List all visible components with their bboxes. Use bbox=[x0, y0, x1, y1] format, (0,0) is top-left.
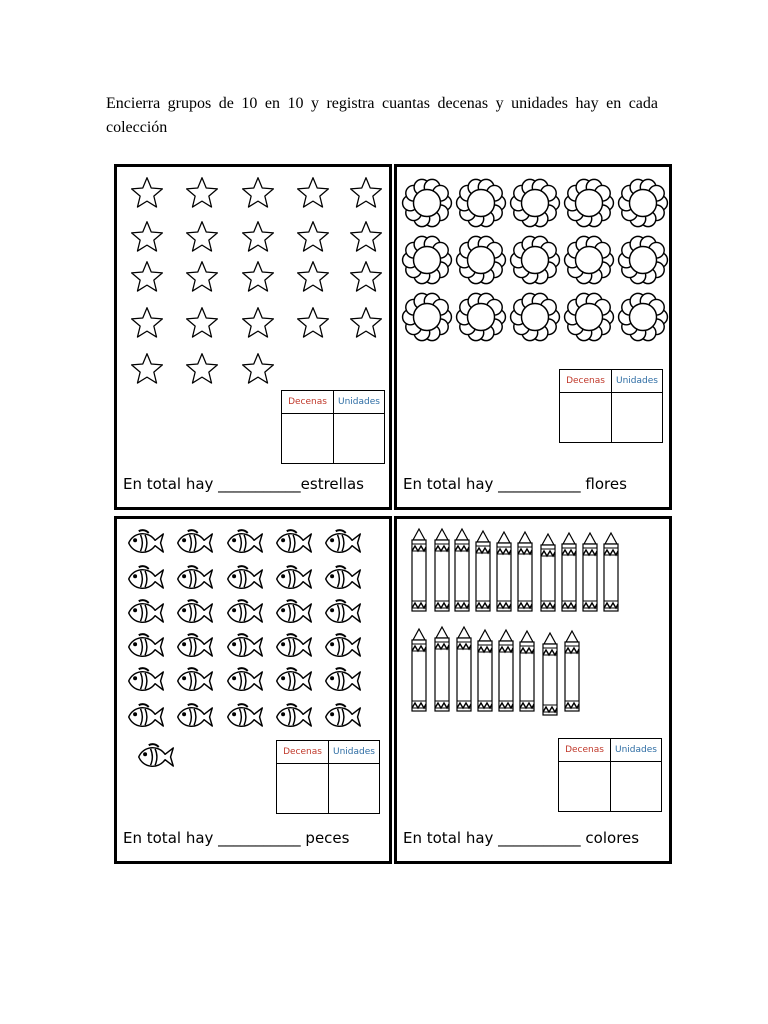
crayon-icon bbox=[410, 529, 428, 613]
fish-icon bbox=[126, 631, 166, 663]
fish-icon bbox=[175, 665, 215, 697]
fish-icon bbox=[126, 665, 166, 697]
decenas-header: Decenas bbox=[282, 391, 334, 414]
decenas-answer-box[interactable] bbox=[277, 764, 329, 813]
flower-icon bbox=[509, 177, 561, 229]
fish-icon bbox=[323, 665, 363, 697]
star-icon bbox=[240, 175, 276, 211]
panel-estrellas bbox=[114, 164, 392, 510]
unidades-answer-box[interactable] bbox=[334, 414, 384, 463]
flower-icon bbox=[401, 234, 453, 286]
flower-icon bbox=[563, 177, 615, 229]
crayon-icon bbox=[518, 631, 536, 713]
star-icon bbox=[184, 259, 220, 295]
unidades-header: Unidades bbox=[611, 739, 661, 762]
fish-icon bbox=[274, 631, 314, 663]
panel-peces bbox=[114, 516, 392, 864]
crayon-icon bbox=[539, 534, 557, 613]
fish-icon bbox=[175, 597, 215, 629]
fish-icon bbox=[323, 701, 363, 733]
star-icon bbox=[348, 259, 384, 295]
fish-icon bbox=[126, 597, 166, 629]
instruction-text: Encierra grupos de 10 en 10 y registra cuantas decenas y unidades hay en cada colección bbox=[106, 95, 658, 136]
unidades-header: Unidades bbox=[612, 370, 662, 393]
fish-icon bbox=[175, 631, 215, 663]
crayon-icon bbox=[541, 633, 559, 717]
decenas-unidades-table bbox=[281, 390, 385, 464]
crayon-icon bbox=[474, 531, 492, 613]
decenas-unidades-table bbox=[558, 738, 662, 812]
star-icon bbox=[348, 219, 384, 255]
star-icon bbox=[348, 175, 384, 211]
crayon-icon bbox=[455, 627, 473, 713]
decenas-unidades-table bbox=[559, 369, 663, 443]
flower-icon bbox=[563, 291, 615, 343]
fish-icon bbox=[126, 527, 166, 559]
decenas-header: Decenas bbox=[559, 739, 611, 762]
star-icon bbox=[348, 305, 384, 341]
flower-icon bbox=[617, 291, 669, 343]
decenas-header: Decenas bbox=[560, 370, 612, 393]
fish-icon bbox=[274, 563, 314, 595]
star-icon bbox=[240, 219, 276, 255]
flower-icon bbox=[401, 177, 453, 229]
fish-icon bbox=[126, 701, 166, 733]
star-icon bbox=[295, 259, 331, 295]
star-icon bbox=[184, 175, 220, 211]
star-icon bbox=[240, 259, 276, 295]
crayon-icon bbox=[497, 630, 515, 713]
crayon-icon bbox=[410, 629, 428, 713]
decenas-unidades-table bbox=[276, 740, 380, 814]
fish-icon bbox=[175, 563, 215, 595]
fish-icon bbox=[175, 701, 215, 733]
fish-icon bbox=[274, 597, 314, 629]
fish-icon bbox=[323, 563, 363, 595]
fish-icon bbox=[225, 527, 265, 559]
fish-icon bbox=[175, 527, 215, 559]
panel-colores bbox=[394, 516, 672, 864]
fish-icon bbox=[274, 701, 314, 733]
flower-icon bbox=[401, 291, 453, 343]
star-icon bbox=[129, 219, 165, 255]
crayon-icon bbox=[453, 529, 471, 613]
flower-icon bbox=[455, 177, 507, 229]
star-icon bbox=[129, 351, 165, 387]
total-line: En total hay ___________ peces bbox=[123, 829, 350, 847]
fish-icon bbox=[225, 701, 265, 733]
star-icon bbox=[129, 175, 165, 211]
crayon-icon bbox=[581, 533, 599, 613]
unidades-answer-box[interactable] bbox=[611, 762, 661, 811]
unidades-header: Unidades bbox=[334, 391, 384, 414]
star-icon bbox=[295, 175, 331, 211]
fish-icon bbox=[225, 563, 265, 595]
star-icon bbox=[184, 351, 220, 387]
crayon-icon bbox=[433, 529, 451, 613]
star-icon bbox=[295, 219, 331, 255]
crayon-icon bbox=[602, 533, 620, 613]
crayon-icon bbox=[516, 532, 534, 613]
decenas-answer-box[interactable] bbox=[560, 393, 612, 442]
crayon-icon bbox=[476, 630, 494, 713]
fish-icon bbox=[225, 631, 265, 663]
crayon-icon bbox=[433, 627, 451, 713]
flower-icon bbox=[509, 291, 561, 343]
total-line: En total hay ___________ flores bbox=[403, 475, 627, 493]
flower-icon bbox=[563, 234, 615, 286]
fish-icon bbox=[136, 741, 176, 773]
total-line: En total hay ___________ colores bbox=[403, 829, 640, 847]
star-icon bbox=[295, 305, 331, 341]
total-line: En total hay ___________estrellas bbox=[123, 475, 364, 493]
flower-icon bbox=[509, 234, 561, 286]
flower-icon bbox=[455, 234, 507, 286]
decenas-answer-box[interactable] bbox=[282, 414, 334, 463]
panel-flores bbox=[394, 164, 672, 510]
fish-icon bbox=[225, 665, 265, 697]
star-icon bbox=[184, 305, 220, 341]
crayon-icon bbox=[563, 631, 581, 713]
fish-icon bbox=[274, 527, 314, 559]
decenas-header: Decenas bbox=[277, 741, 329, 764]
fish-icon bbox=[126, 563, 166, 595]
flower-collection bbox=[397, 167, 669, 507]
unidades-answer-box[interactable] bbox=[329, 764, 379, 813]
flower-icon bbox=[455, 291, 507, 343]
star-icon bbox=[184, 219, 220, 255]
fish-icon bbox=[274, 665, 314, 697]
star-icon bbox=[240, 351, 276, 387]
fish-icon bbox=[323, 631, 363, 663]
star-icon bbox=[129, 305, 165, 341]
decenas-answer-box[interactable] bbox=[559, 762, 611, 811]
star-icon bbox=[129, 259, 165, 295]
crayon-icon bbox=[495, 532, 513, 613]
fish-icon bbox=[225, 597, 265, 629]
star-icon bbox=[240, 305, 276, 341]
flower-icon bbox=[617, 177, 669, 229]
unidades-answer-box[interactable] bbox=[612, 393, 662, 442]
unidades-header: Unidades bbox=[329, 741, 379, 764]
flower-icon bbox=[617, 234, 669, 286]
crayon-icon bbox=[560, 533, 578, 613]
fish-icon bbox=[323, 527, 363, 559]
fish-icon bbox=[323, 597, 363, 629]
